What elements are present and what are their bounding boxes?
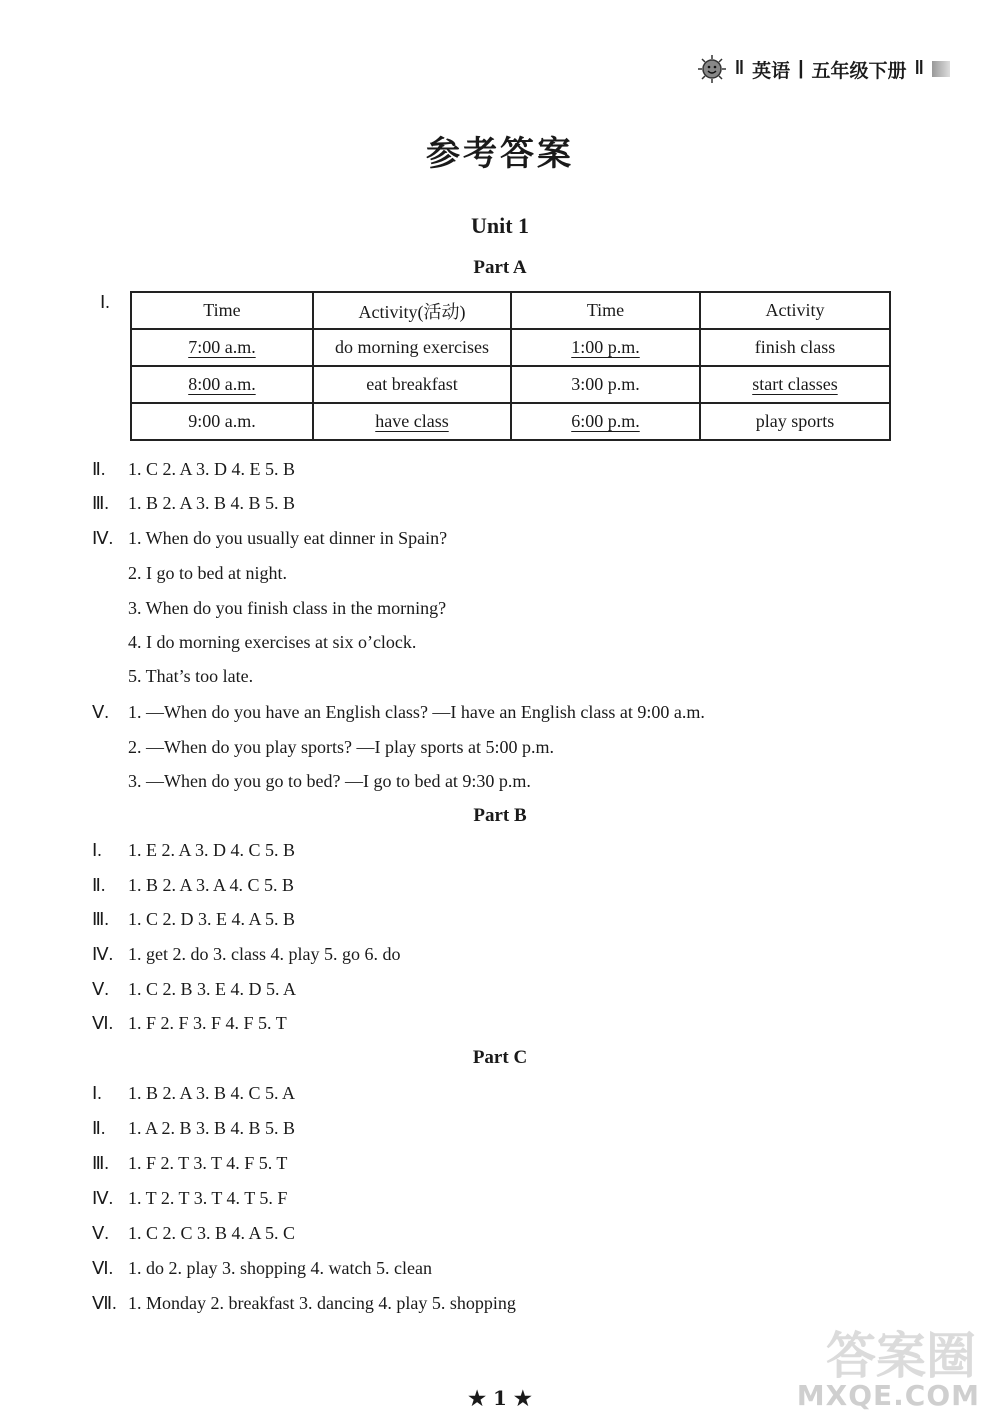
table-header-cell: Time (511, 292, 700, 329)
answer-line (92, 1081, 295, 1105)
section-number: Ⅳ. (92, 1188, 114, 1208)
watermark-logo (758, 1316, 988, 1416)
answer-text: 1. C 2. C 3. B 4. A 5. C (128, 1223, 296, 1243)
answer-line (92, 700, 705, 724)
answer-fill: 8:00 a.m. (188, 374, 256, 394)
table-cell: eat breakfast (313, 366, 511, 403)
answer-text: 1. T 2. T 3. T 4. T 5. F (128, 1188, 288, 1208)
answer-line: 5. That’s too late. (128, 666, 254, 686)
section-number: Ⅴ. (92, 702, 109, 722)
answer-line: 4. I do morning exercises at six o’clock. (128, 632, 417, 652)
table-header-row (131, 292, 890, 329)
answer-text: 1. C 2. D 3. E 4. A 5. B (128, 909, 296, 929)
page-number: ★ 1 ★ (468, 1386, 532, 1410)
unit-heading: Unit 1 (470, 213, 530, 238)
answer-line (92, 838, 295, 862)
watermark-chinese: 答案圈 (826, 1326, 976, 1385)
table-cell (700, 366, 890, 403)
answer-text: 1. B 2. A 3. A 4. C 5. B (128, 875, 295, 895)
answer-text: 1. C 2. B 3. E 4. D 5. A (128, 979, 297, 999)
answer-text: 1. —When do you have an English class? —I have an English class at 9:00 a.m. (128, 702, 705, 722)
section-number: Ⅳ. (92, 528, 114, 548)
answer-line (92, 1116, 295, 1140)
section-number: Ⅲ. (92, 909, 109, 929)
answer-text: 1. Monday 2. breakfast 3. dancing 4. play 5. shopping (128, 1293, 516, 1313)
table-cell (511, 403, 700, 440)
table-cell: play sports (700, 403, 890, 440)
answer-text: 1. When do you usually eat dinner in Spain? (128, 528, 448, 548)
answer-text: 1. get 2. do 3. class 4. play 5. go 6. do (128, 944, 401, 964)
answer-text: 1. B 2. A 3. B 4. B 5. B (128, 493, 296, 513)
section-number: Ⅱ. (92, 875, 106, 895)
answer-text: 1. F 2. T 3. T 4. F 5. T (128, 1153, 288, 1173)
table-cell (131, 366, 313, 403)
answer-text: 1. E 2. A 3. D 4. C 5. B (128, 840, 296, 860)
answer-line (92, 942, 400, 966)
section-number: Ⅶ. (92, 1293, 117, 1313)
answer-text: 1. A 2. B 3. B 4. B 5. B (128, 1118, 296, 1138)
answer-line (92, 491, 295, 515)
section-number: Ⅴ. (92, 1223, 109, 1243)
answer-text: 1. F 2. F 3. F 4. F 5. T (128, 1013, 287, 1033)
section-number: Ⅰ. (100, 292, 110, 312)
answer-line (92, 977, 296, 1001)
answer-line (92, 1186, 287, 1210)
table-header-cell: Activity(活动) (313, 292, 511, 329)
header-divider: ‖ (734, 58, 745, 79)
sun-mascot-icon (697, 54, 727, 84)
table-row (131, 329, 890, 366)
section-number: Ⅲ. (92, 493, 109, 513)
table-cell: 3:00 p.m. (511, 366, 700, 403)
answer-text: 1. do 2. play 3. shopping 4. watch 5. clean (128, 1258, 432, 1278)
table-cell (511, 329, 700, 366)
section-number: Ⅱ. (92, 459, 106, 479)
answer-text: 1. B 2. A 3. B 4. C 5. A (128, 1083, 296, 1103)
answer-line: 2. I go to bed at night. (128, 563, 287, 583)
answer-line (92, 1151, 287, 1175)
section-number: Ⅵ. (92, 1258, 114, 1278)
answer-line (92, 457, 295, 481)
answer-line (92, 873, 294, 897)
answer-line: 3. —When do you go to bed? —I go to bed at 9:30 p.m. (128, 771, 531, 791)
part-a-heading: Part A (473, 257, 527, 278)
section-number: Ⅴ. (92, 979, 109, 999)
table-cell (313, 403, 511, 440)
answer-line (92, 1256, 432, 1280)
answer-text: 1. C 2. A 3. D 4. E 5. B (128, 459, 296, 479)
section-number: Ⅰ. (92, 840, 102, 860)
table-cell (131, 329, 313, 366)
answer-fill: 1:00 p.m. (571, 337, 640, 357)
answer-line (92, 907, 295, 931)
page-title: 参考答案 (426, 134, 574, 174)
answer-fill: have class (375, 411, 449, 431)
header-tab-mark (932, 61, 950, 77)
table-row (131, 403, 890, 440)
answer-line (92, 1291, 516, 1315)
answer-fill: start classes (752, 374, 838, 394)
section-number: Ⅵ. (92, 1013, 114, 1033)
answer-line: 2. —When do you play sports? —I play sports at 5:00 p.m. (128, 737, 554, 757)
answer-line (92, 1011, 287, 1035)
table-cell: 9:00 a.m. (131, 403, 313, 440)
section-number: Ⅰ. (92, 1083, 102, 1103)
section-number: Ⅲ. (92, 1153, 109, 1173)
header-subject: 英语 (752, 59, 791, 82)
table-header-cell: Activity (700, 292, 890, 329)
answer-fill: 7:00 a.m. (188, 337, 256, 357)
answer-line (92, 526, 447, 550)
table-header-cell: Time (131, 292, 313, 329)
part-c-heading: Part C (472, 1047, 528, 1068)
running-header (697, 52, 950, 86)
table-cell: do morning exercises (313, 329, 511, 366)
section-number: Ⅱ. (92, 1118, 106, 1138)
header-grade: 五年级下册 (811, 59, 907, 82)
part-b-heading: Part B (473, 805, 527, 826)
answer-line: 3. When do you finish class in the morning? (128, 598, 447, 618)
table-cell: finish class (700, 329, 890, 366)
header-divider: | (798, 58, 804, 79)
header-divider: ‖ (914, 58, 924, 79)
answer-line (92, 1221, 295, 1245)
watermark-url: MXQE.COM (796, 1379, 980, 1412)
section-number: Ⅳ. (92, 944, 114, 964)
table-row (131, 366, 890, 403)
answer-fill: 6:00 p.m. (571, 411, 640, 431)
schedule-table (130, 291, 891, 441)
